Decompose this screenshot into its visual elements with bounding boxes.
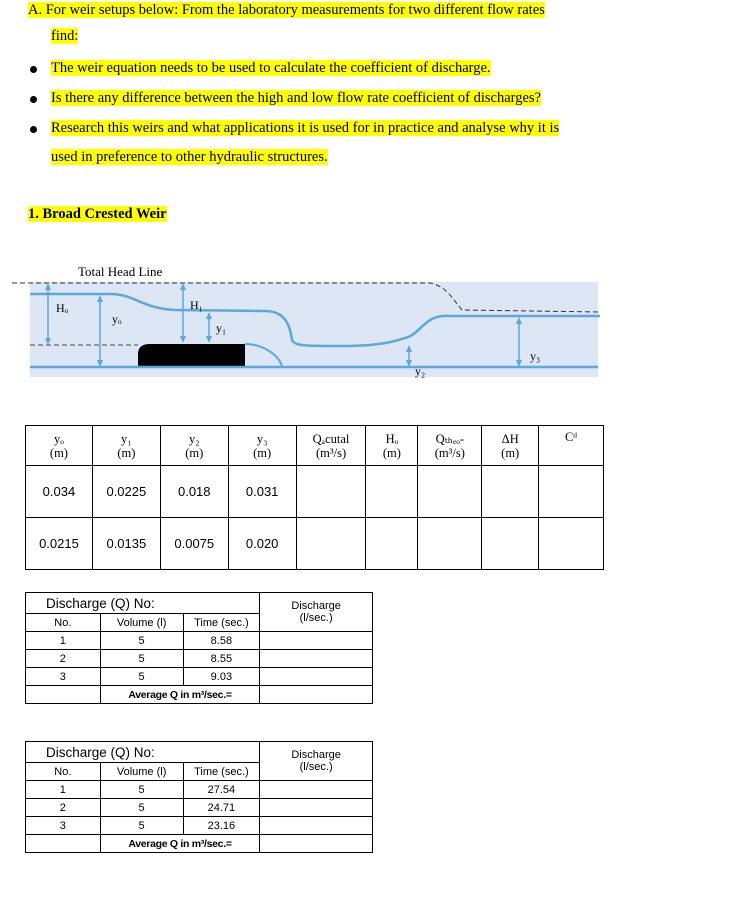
table-row: 3 5 23.16	[26, 817, 373, 835]
label-ho: Hₒ	[56, 301, 69, 315]
label-y3: y₃	[530, 349, 541, 363]
bullet-text-3-cont: used in preference to other hydraulic structures.	[51, 149, 328, 165]
discharge-title: Discharge (Q) No:	[46, 595, 155, 611]
results-table	[25, 425, 604, 570]
header-y1: y₁ (m)	[92, 426, 160, 466]
weir-diagram	[0, 262, 740, 382]
header-yo: yₒ (m)	[26, 426, 93, 466]
discharge-table-2	[25, 741, 373, 853]
header-no: No.	[26, 614, 101, 632]
channel-background	[30, 282, 598, 377]
header-ho: Hₒ (m)	[366, 426, 418, 466]
header-y3: y₃ (m)	[228, 426, 296, 466]
discharge-header: Discharge (l/sec.)	[260, 742, 373, 781]
label-yo: yₒ	[112, 312, 122, 326]
table-row: 2 5 24.71	[26, 799, 373, 817]
label-y2: y₂	[415, 364, 426, 378]
header-y2: y₂ (m)	[160, 426, 228, 466]
bullet-icon	[30, 66, 37, 73]
table-row: 1 5 8.58	[26, 632, 373, 650]
average-label: Average Q in m³/sec.=	[100, 686, 260, 704]
question-heading-cont: find:	[51, 28, 79, 44]
bullet-text-3: Research this weirs and what applications it is used for in practice and analyse why it is	[51, 120, 560, 136]
header-qtheo: Qₜₕₑₒ- (m³/s)	[418, 426, 482, 466]
header-cd: Cᵈ	[539, 426, 604, 466]
section-title: 1. Broad Crested Weir	[28, 206, 167, 222]
header-no: No.	[26, 763, 101, 781]
label-h1: H₁	[190, 298, 203, 312]
header-volume: Volume (l)	[100, 614, 183, 632]
bullet-icon	[30, 96, 37, 103]
results-row-1: 0.034 0.0225 0.018 0.031	[26, 466, 604, 518]
header-delta-h: ΔH (m)	[482, 426, 539, 466]
discharge-table-1	[25, 592, 373, 704]
header-qactual: Qₐcutal (m³/s)	[296, 426, 366, 466]
results-header-row	[26, 426, 604, 466]
discharge-title: Discharge (Q) No:	[46, 744, 155, 760]
header-time: Time (sec.)	[183, 763, 260, 781]
discharge-header: Discharge (l/sec.)	[260, 593, 373, 632]
results-row-2: 0.0215 0.0135 0.0075 0.020	[26, 518, 604, 570]
weir-body	[138, 344, 245, 367]
bullet-icon	[30, 126, 37, 133]
header-time: Time (sec.)	[183, 614, 260, 632]
label-total-head-line: Total Head Line	[78, 264, 163, 279]
average-label: Average Q in m³/sec.=	[100, 835, 260, 853]
label-y1: y₁	[216, 321, 227, 335]
question-heading: A. For weir setups below: From the laboratory measurements for two different flow rates	[28, 2, 545, 18]
table-row: 1 5 27.54	[26, 781, 373, 799]
table-row: 2 5 8.55	[26, 650, 373, 668]
header-volume: Volume (l)	[100, 763, 183, 781]
bullet-text-1: The weir equation needs to be used to calculate the coefficient of discharge.	[51, 60, 491, 76]
table-row: 3 5 9.03	[26, 668, 373, 686]
bullet-text-2: Is there any difference between the high and low flow rate coefficient of discharges?	[51, 90, 541, 106]
